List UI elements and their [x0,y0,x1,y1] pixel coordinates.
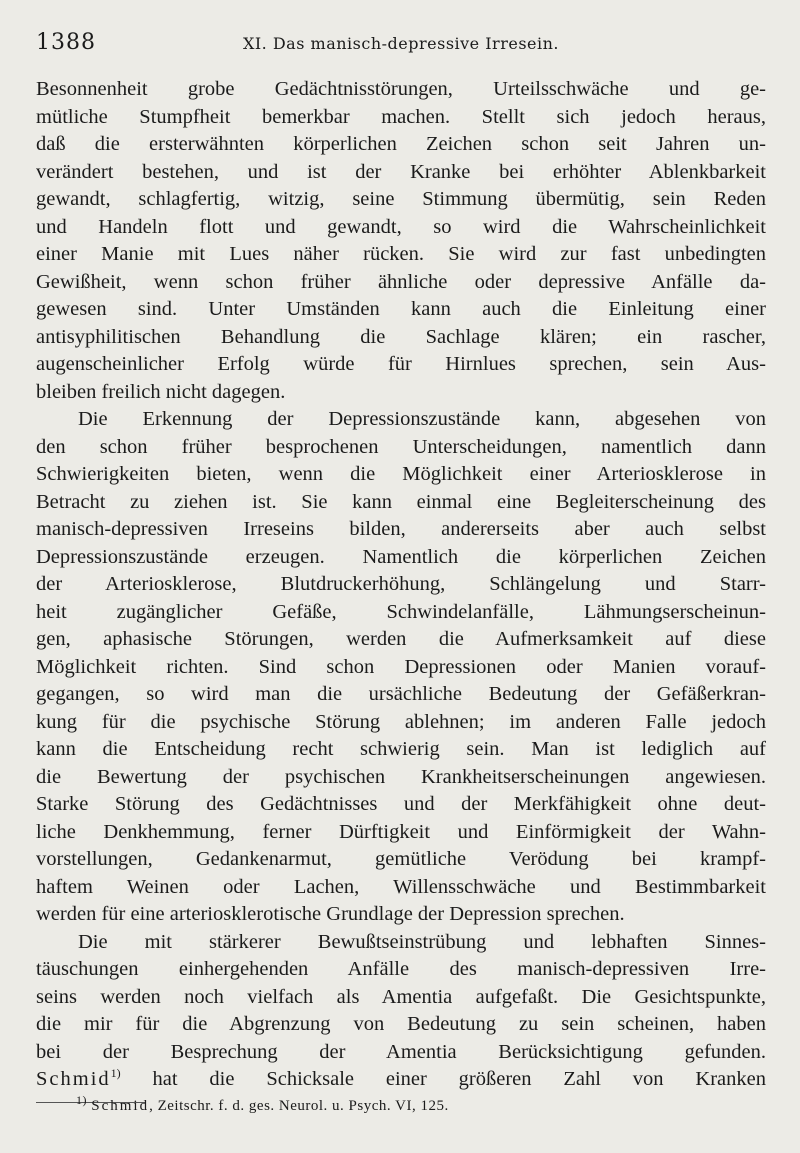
text-line-rest: hat die Schicksale einer größeren Zahl von Kranken [152,1068,766,1090]
text-line: Starke Störung des Gedächtnisses und der Merkfähigkeit ohne deut- [36,793,766,815]
text-line: kann die Entscheidung recht schwierig sein. Man ist lediglich auf [36,738,766,760]
page-header [36,30,766,60]
paragraph-end-line: bleiben freilich nicht dagegen. [36,380,286,403]
text-line: den schon früher besprochenen Unterscheidungen, namentlich dann [36,435,766,458]
text-line: einer Manie mit Lues näher rücken. Sie wird zur fast unbedingten [36,243,766,265]
text-line: Besonnenheit grobe Gedächtnisstörungen, Urteilsschwäche und ge- [36,78,766,100]
text-line: Möglichkeit richten. Sind schon Depressionen oder Manien vorauf- [36,655,766,678]
text-line: daß die ersterwähnten körperlichen Zeichen schon seit Jahren un- [36,133,766,155]
text-line: Gewißheit, wenn schon früher ähnliche oder depressive Anfälle da- [36,270,766,293]
footnote-author: Schmid [91,1098,150,1114]
text-line: heit zugänglicher Gefäße, Schwindelanfälle, Lähmungserscheinun- [36,600,766,623]
footnote [76,1093,449,1115]
footnote-text: , Zeitschr. f. d. ges. Neurol. u. Psych. VI, 125. [149,1098,449,1114]
paragraph-end-line: werden für eine arteriosklerotische Grundlage der Depression sprechen. [36,903,625,925]
text-line: liche Denkhemmung, ferner Dürftigkeit und Einförmigkeit der Wahn- [36,820,766,843]
text-line: gewesen sind. Unter Umständen kann auch die Einleitung einer [36,298,766,320]
body-text [36,76,766,1094]
text-line: vorstellungen, Gedankenarmut, gemütliche Verödung bei krampf- [36,848,766,870]
text-line: die mir für die Abgrenzung von Bedeutung zu sein scheinen, haben [36,1013,766,1035]
text-line: bei der Besprechung der Amentia Berücksichtigung gefunden. [36,1040,766,1063]
text-line: mütliche Stumpfheit bemerkbar machen. Stellt sich jedoch heraus, [36,105,766,128]
text-line: antisyphilitischen Behandlung die Sachlage klären; ein rascher, [36,325,766,348]
footnote-marker: 1) [76,1093,87,1107]
text-line: gegangen, so wird man die ursächliche Bedeutung der Gefäßerkran- [36,683,766,705]
text-line: verändert bestehen, und ist der Kranke bei erhöhter Ablenkbarkeit [36,160,766,183]
text-line: gewandt, schlagfertig, witzig, seine Stimmung übermütig, sein Reden [36,188,766,210]
text-line: augenscheinlicher Erfolg würde für Hirnlues sprechen, sein Aus- [36,353,766,375]
text-line: der Arteriosklerose, Blutdruckerhöhung, Schlängelung und Starr- [36,573,766,595]
text-line: Schwierigkeiten bieten, wenn die Möglichkeit einer Arteriosklerose in [36,463,766,485]
text-line: und Handeln flott und gewandt, so wird die Wahrscheinlichkeit [36,215,766,238]
page-number: 1388 [36,30,96,55]
footnote-reference: 1) [110,1066,121,1081]
text-line: täuschungen einhergehenden Anfälle des manisch-depressiven Irre- [36,958,766,980]
text-line: Betracht zu ziehen ist. Sie kann einmal eine Begleiterscheinung des [36,490,766,513]
text-line: haftem Weinen oder Lachen, Willensschwäche und Bestimmbarkeit [36,875,766,898]
paragraph-start-line: Die mit stärkerer Bewußtseinstrübung und lebhaften Sinnes- [78,930,766,953]
text-line: Depressionszustände erzeugen. Namentlich die körperlichen Zeichen [36,545,766,568]
text-line [36,1066,766,1094]
text-line: seins werden noch vielfach als Amentia aufgefaßt. Die Gesichtspunkte, [36,985,766,1008]
text-line: gen, aphasische Störungen, werden die Aufmerksamkeit auf diese [36,628,766,650]
paragraph-start-line: Die Erkennung der Depressionszustände kann, abgesehen von [78,408,766,430]
running-head: XI. Das manisch-depressive Irresein. [242,34,560,53]
text-line: kung für die psychische Störung ablehnen; im anderen Falle jedoch [36,710,766,733]
text-line: die Bewertung der psychischen Krankheitserscheinungen angewiesen. [36,765,766,788]
text-line: manisch-depressiven Irreseins bilden, andererseits aber auch selbst [36,518,766,540]
author-name: Schmid [36,1068,111,1090]
